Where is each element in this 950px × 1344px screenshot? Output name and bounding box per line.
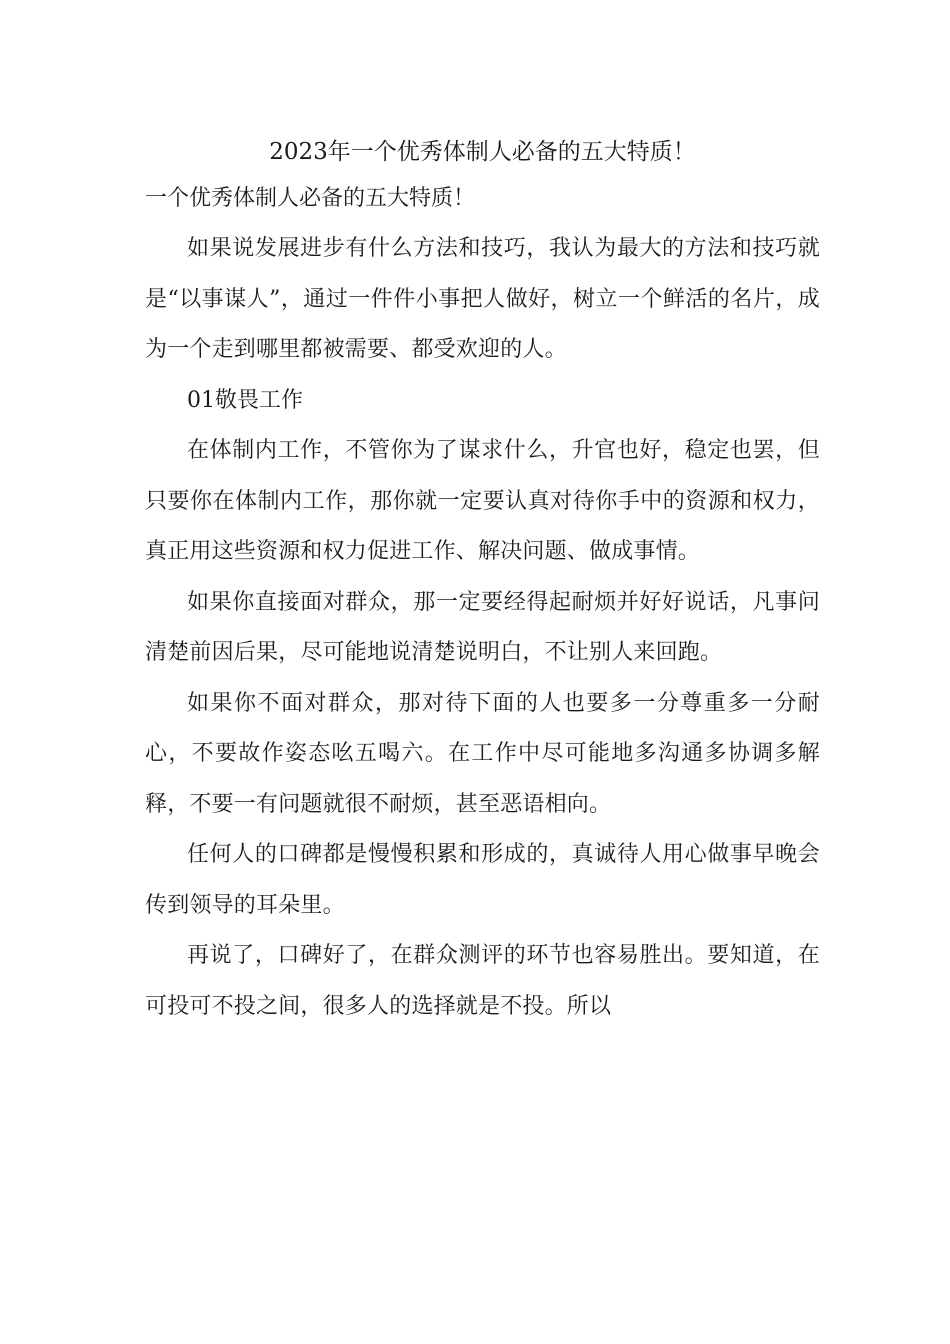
section-heading-01: 01敬畏工作: [187, 387, 303, 413]
paragraph-reputation: 任何人的口碑都是慢慢积累和形成的，真诚待人用心做事早晚会传到领导的耳朵里。: [145, 842, 820, 918]
paragraph-facing-public: 如果你直接面对群众，那一定要经得起耐烦并好好说话，凡事问清楚前因后果，尽可能地说清楚说明白，不让别人来回跑。: [145, 589, 820, 665]
document-title: 2023年一个优秀体制人必备的五大特质！: [269, 139, 696, 165]
document-subtitle: 一个优秀体制人必备的五大特质！: [145, 186, 476, 211]
paragraph-not-facing-public: 如果你不面对群众，那对待下面的人也要多一分尊重多一分耐心，不要故作姿态吆五喝六。在工作中尽可能地多沟通多协调多解释，不要一有问题就很不耐烦，甚至恶语相向。: [145, 690, 820, 817]
paragraph-intro: 如果说发展进步有什么方法和技巧，我认为最大的方法和技巧就是“以事谋人”，通过一件件小事把人做好，树立一个鲜活的名片，成为一个走到哪里都被需要、都受欢迎的人。: [145, 236, 820, 362]
paragraph-resources: 在体制内工作，不管你为了谋求什么，升官也好，稳定也罢，但只要你在体制内工作，那你就一定要认真对待你手中的资源和权力，真正用这些资源和权力促进工作、解决问题、做成事情。: [145, 438, 820, 564]
paragraph-evaluation: 再说了，口碑好了，在群众测评的环节也容易胜出。要知道，在可投可不投之间，很多人的选择就是不投。所以: [145, 943, 820, 1019]
document-page: [145, 130, 820, 1032]
